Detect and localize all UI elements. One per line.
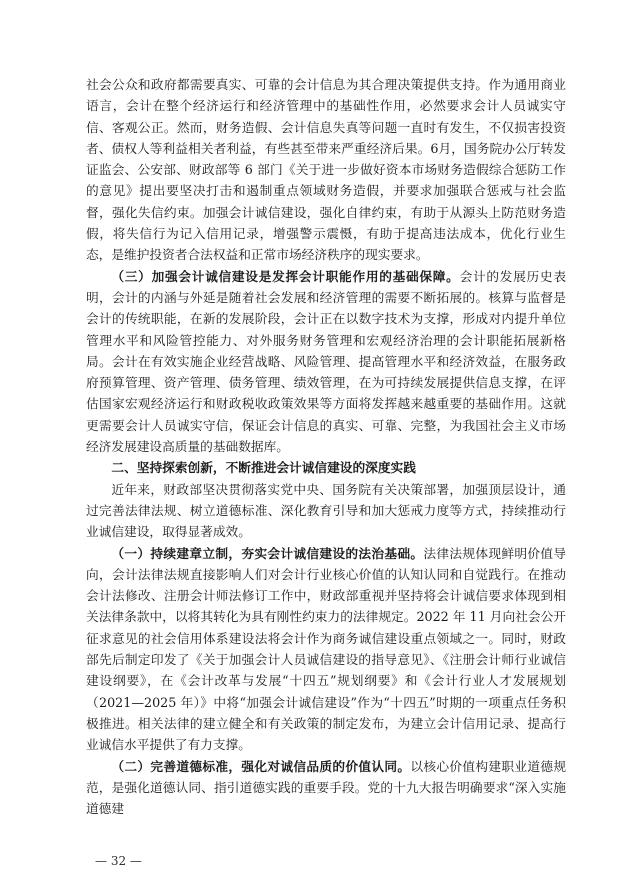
paragraph-1-text: 社会公众和政府都需要真实、可靠的会计信息为其合理决策提供支持。作为通用商业语言，会计在整个经济运行和经济管理中的基础性作用，必然要求会计人员诚实守信、客观公正。然而，财务造假、会计信息失真等问题一直时有发生，不仅损害投资者、债权人等利益相关者利益，有些甚至带来严重经济后果。6月，国务院办公厅转发证监会、公安部、财政部等 6 部门《关于进一步做好资本市场财务造假综合惩防工作的意见》提出要坚决打击和遏制重点领域财务造假，并要求加强联合惩戒与社会监督，强化失信约束。加强会计诚信建设，强化自律约束，有助于从源头上防范财务造假，将失信行为记入信用记录，增强警示震慑，有助于提高违法成本，优化行业生态，是维护投资者合法权益和正常市场经济秩序的现实要求。 — [86, 77, 566, 263]
paragraph-2-text: 会计的发展历史表明，会计的内涵与外延是随着社会发展和经济管理的需要不断拓展的。核算与监督是会计的传统职能，在新的发展阶段，会计正在以数字技术为支撑，形成对内提升单位管理水平和风险管控能力、对外服务财务管理和宏观经济治理的会计职能拓展新格局。会计在有效实施企业经营战略、风险管理、提高管理水平和经济效益，在服务政府预算管理、资产管理、债务管理、绩效管理，在为可持续发展提供信息支撑，在评估国家宏观经济运行和财政税收政策效果等方面将发挥越来越重要的基础作用。这就更需要会计人员诚实守信，保证会计信息的真实、可靠、完整，为我国社会主义市场经济发展建设高质量的基础数据库。 — [86, 268, 567, 455]
paragraph-3-text: 近年来，财政部坚决贯彻落实党中央、国务院有关决策部署，加强顶层设计，通过完善法律法规、树立道德标准、深化教育引导和加大惩戒力度等方式，持续推动行业诚信建设，取得显著成效。 — [86, 481, 566, 540]
paragraph-4 — [86, 543, 566, 756]
paragraph-1 — [86, 74, 566, 266]
paragraph-5-text: 以核心价值构建职业道德规范，是强化道德认同、指引道德实践的重要手段。党的十九大报告明确要求“深入实施道德建 — [86, 758, 567, 817]
page-number: — 32 — — [95, 854, 142, 868]
paragraph-5-lead: （二）完善道德标准，强化对诚信品质的价值认同。 — [111, 758, 411, 774]
paragraph-2 — [86, 266, 566, 458]
section-heading: 二、坚持探索创新，不断推进会计诚信建设的深度实践 — [111, 460, 416, 476]
document-body — [86, 74, 566, 819]
paragraph-2-lead: （三）加强会计诚信建设是发挥会计职能作用的基础保障。 — [111, 268, 460, 284]
paragraph-4-lead: （一）持续建章立制，夯实会计诚信建设的法治基础。 — [111, 545, 424, 561]
paragraph-4-text: 法律法规体现鲜明价值导向，会计法律法规直接影响人们对会计行业核心价值的认知认同和自觉践行。在推动会计法修改、注册会计师法修订工作中，财政部重视并坚持将会计诚信要求体现到相关法律条款中，以将其转化为具有刚性约束力的法律规定。2022 年 11 月向社会公开征求意见的社会信用体系建设法将会计作为商务诚信建设重点领域之一。同时，财政部先后制定印发了《关于加强会计人员诚信建设的指导意见》、《注册会计师行业诚信建设纲要》，在《会计改革与发展“十四五”规划纲要》和《会计行业人才发展规划（2021—2025 年）》中将“加强会计诚信建设”作为“十四五”时期的一项重点任务积极推进。相关法律的建立健全和有关政策的制定发布，为建立会计信用记录、提高行业诚信水平提供了有力支撑。 — [86, 545, 567, 753]
paragraph-3 — [86, 479, 566, 543]
paragraph-5 — [86, 756, 566, 820]
